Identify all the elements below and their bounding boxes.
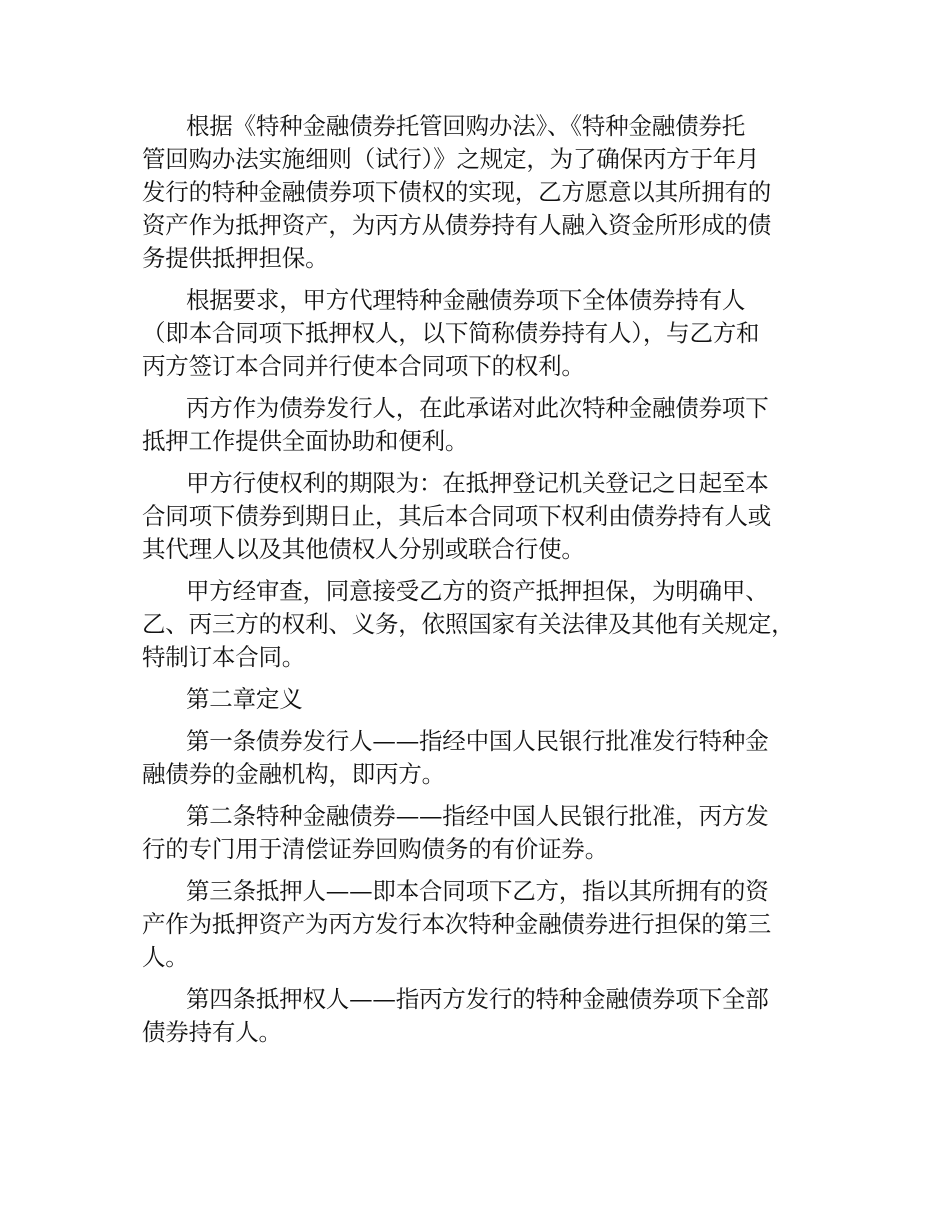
chapter-heading <box>142 683 822 716</box>
text-line: 丙方作为债券发行人，在此承诺对此次特种金融债券项下 <box>186 394 769 422</box>
paragraph-intro-agent <box>142 284 822 383</box>
text-line: 甲方行使权利的期限为：在抵押登记机关登记之日起至本 <box>186 469 769 497</box>
text-line: 第三条抵押人——即本合同项下乙方，指以其所拥有的资 <box>186 877 769 905</box>
text-line: 合同项下债券到期日止，其后本合同项下权利由债券持有人或 <box>142 502 772 530</box>
text-line: 融债券的金融机构，即丙方。 <box>142 760 445 788</box>
paragraph-article-3 <box>142 875 822 974</box>
text-line: 债券持有人。 <box>142 1018 282 1046</box>
paragraph-intro-consent <box>142 575 822 674</box>
paragraph-article-1 <box>142 725 822 791</box>
paragraph-intro-issuer-promise <box>142 392 822 458</box>
text-line: 人。 <box>142 943 189 971</box>
paragraph-article-2 <box>142 800 822 866</box>
text-line: 其代理人以及其他债权人分别或联合行使。 <box>142 535 585 563</box>
text-line: 资产作为抵押资产，为丙方从债券持有人融入资金所形成的债 <box>142 211 772 239</box>
text-line: 丙方签订本合同并行使本合同项下的权利。 <box>142 352 585 380</box>
paragraph-article-4 <box>142 983 822 1049</box>
text-line: 第二条特种金融债券——指经中国人民银行批准，丙方发 <box>186 802 769 830</box>
text-line: 甲方经审查，同意接受乙方的资产抵押担保，为明确甲、 <box>186 577 769 605</box>
paragraph-intro-basis <box>142 110 822 275</box>
paragraph-intro-term <box>142 467 822 566</box>
text-line: 管回购办法实施细则（试行）》之规定，为了确保丙方于年月 <box>142 145 760 173</box>
text-line: 第一条债券发行人——指经中国人民银行批准发行特种金 <box>186 727 769 755</box>
text-line: 产作为抵押资产为丙方发行本次特种金融债券进行担保的第三 <box>142 910 772 938</box>
text-line: 行的专门用于清偿证券回购债务的有价证券。 <box>142 835 608 863</box>
text-line: （即本合同项下抵押权人，以下简称债券持有人），与乙方和 <box>142 319 760 347</box>
text-line: 务提供抵押担保。 <box>142 244 329 272</box>
text-line: 根据要求，甲方代理特种金融债券项下全体债券持有人 <box>186 286 746 314</box>
document-page <box>142 110 822 1058</box>
text-line: 第四条抵押权人——指丙方发行的特种金融债券项下全部 <box>186 985 769 1013</box>
chapter-title: 第二章定义 <box>186 685 303 713</box>
text-line: 特制订本合同。 <box>142 643 306 671</box>
text-line: 乙、丙三方的权利、义务，依照国家有关法律及其他有关规定， <box>142 610 795 638</box>
text-line: 抵押工作提供全面协助和便利。 <box>142 427 469 455</box>
text-line: 根据《特种金融债券托管回购办法》、《特种金融债券托 <box>186 112 745 140</box>
text-line: 发行的特种金融债券项下债权的实现，乙方愿意以其所拥有的 <box>142 178 772 206</box>
